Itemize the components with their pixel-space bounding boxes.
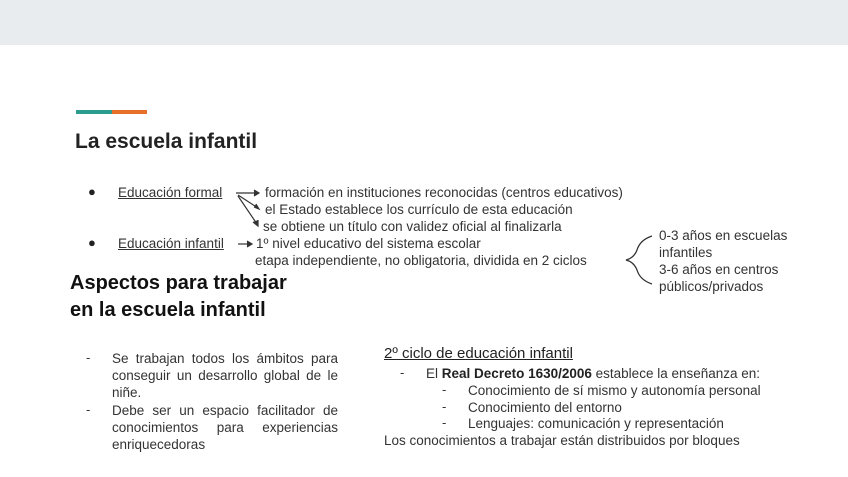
decree-suffix: establece la enseñanza en: xyxy=(595,366,761,381)
bullet-dot: ● xyxy=(88,235,96,250)
cycle-line: 0-3 años en escuelas xyxy=(659,228,788,243)
area-item: Conocimiento de sí mismo y autonomía personal xyxy=(468,383,761,398)
aspects-heading-line2: en la escuela infantil xyxy=(70,299,266,321)
dash-marker: - xyxy=(442,415,447,430)
accent-bar-orange xyxy=(112,110,147,114)
second-cycle-heading: 2º ciclo de educación infantil xyxy=(384,345,573,362)
infant-item: 1º nivel educativo del sistema escolar xyxy=(256,236,481,251)
decree-name: Real Decreto 1630/2006 xyxy=(441,366,592,381)
aspect-item: Debe ser un espacio facilitador de conocimientos para experiencias enriquecedoras xyxy=(112,403,338,452)
dash-marker: - xyxy=(86,350,91,365)
decree-prefix: El xyxy=(426,366,439,381)
formal-item: formación en instituciones reconocidas (centros educativos) xyxy=(265,185,623,200)
formal-item: el Estado establece los currículo de esta educación xyxy=(265,202,573,217)
aspect-item: Se trabajan todos los ámbitos para conseguir un desarrollo global de le niñe. xyxy=(112,351,338,400)
second-cycle-footer: Los conocimientos a trabajar están distribuidos por bloques xyxy=(384,433,740,448)
infant-education-label: Educación infantil xyxy=(118,236,224,251)
slide-title: La escuela infantil xyxy=(75,130,258,153)
dash-marker: - xyxy=(86,402,91,417)
top-bar xyxy=(0,0,848,45)
cycle-line: 3-6 años en centros xyxy=(659,262,779,277)
accent-bar-teal xyxy=(76,110,112,114)
infant-item: etapa independiente, no obligatoria, dividida en 2 ciclos xyxy=(255,253,587,268)
formal-education-label: Educación formal xyxy=(118,185,223,200)
decree-line xyxy=(426,365,760,382)
aspects-heading-line1: Aspectos para trabajar xyxy=(70,272,287,294)
dash-marker: - xyxy=(442,382,447,397)
cycle-line: infantiles xyxy=(659,245,713,260)
dash-marker: - xyxy=(400,365,405,380)
formal-item: se obtiene un título con validez oficial al finalizarla xyxy=(263,219,562,234)
dash-marker: - xyxy=(442,399,447,414)
area-item: Conocimiento del entorno xyxy=(468,400,622,415)
area-item: Lenguajes: comunicación y representación xyxy=(468,416,724,431)
cycle-line: públicos/privados xyxy=(659,279,764,294)
bullet-dot: ● xyxy=(88,184,96,199)
